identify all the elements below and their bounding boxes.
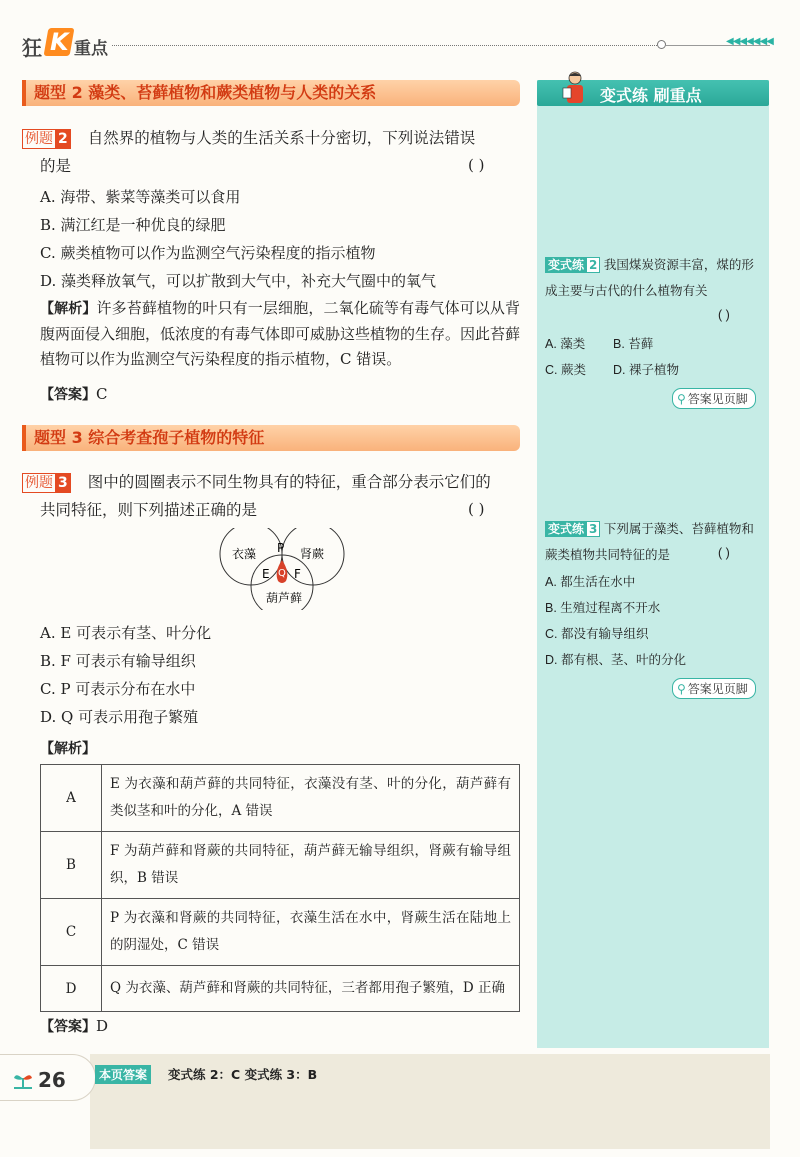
venn-p-label: P (277, 541, 285, 555)
practice-number: 3 (586, 521, 600, 537)
option-a: A. 藻类 (545, 337, 586, 351)
logo-k: K (50, 28, 69, 56)
practice-3-q-line1: 下列属于藻类、苔藓植物和 (603, 522, 754, 536)
practice-2-q-line1: 我国煤炭资源丰富，煤的形 (603, 258, 754, 272)
option-d: D. 裸子植物 (613, 363, 679, 377)
option-a: A. 海带、紫菜等藻类可以食用 (40, 188, 241, 206)
analysis-label: 【解析】 (40, 301, 97, 317)
pin-icon: ⚲ (677, 392, 686, 406)
option-b: B. 满江红是一种优良的绿肥 (40, 216, 226, 234)
header-divider (112, 45, 657, 46)
example-3-question (22, 468, 520, 496)
logo-text-1: 狂 (22, 36, 42, 60)
logo-text-2: 重点 (74, 39, 108, 59)
header-dot (657, 40, 666, 49)
brand-logo (22, 28, 112, 60)
practice-3-question (545, 516, 763, 542)
option-c: C. 蕨类植物可以作为监测空气污染程度的指示植物 (40, 244, 376, 262)
page-number: 26 (38, 1068, 66, 1092)
option-b: B. F 可表示有输导组织 (40, 652, 196, 670)
venn-q-label: Q (278, 568, 286, 579)
table-row (41, 832, 520, 899)
header-arrows-icon: ◀◀◀◀◀◀◀ (726, 36, 773, 47)
table-cell-key: A (41, 765, 102, 832)
practice-label: 变式练 (545, 521, 587, 537)
answer-paren: ( ) (718, 546, 730, 560)
practice-label: 变式练 (545, 257, 587, 273)
answer-footnote-label: 答案见页脚 (687, 392, 748, 406)
option-c: C. 都没有输导组织 (545, 627, 649, 641)
example-label: 例题 (22, 129, 56, 149)
venn-e-label: E (262, 567, 270, 581)
example-2-q-line1: 自然界的植物与人类的生活关系十分密切，下列说法错误 (87, 129, 476, 147)
section-title-2: 题型 2 藻类、苔藓植物和蕨类植物与人类的关系 (22, 80, 520, 106)
example-2-analysis (40, 296, 520, 372)
practice-number: 2 (586, 257, 600, 273)
answer-footnote-button[interactable] (672, 388, 756, 409)
example-number: 3 (55, 473, 71, 493)
example-label: 例题 (22, 473, 56, 493)
option-d: D. 藻类释放氧气，可以扩散到大气中，补充大气圈中的氧气 (40, 272, 437, 290)
table-row (41, 899, 520, 966)
table-row (41, 765, 520, 832)
table-cell-key: D (41, 966, 102, 1012)
page-answers: 变式练 2：C 变式练 3：B (168, 1067, 318, 1082)
practice-2-q-line2: 成主要与古代的什么植物有关 (545, 284, 708, 298)
venn-right-label: 肾蕨 (300, 547, 325, 561)
page-answers-label: 本页答案 (95, 1065, 151, 1084)
example-3-q-line1: 图中的圆圈表示不同生物具有的特征，重合部分表示它们的 (87, 473, 491, 491)
option-d: D. 都有根、茎、叶的分化 (545, 653, 686, 667)
example-3-answer (40, 1016, 108, 1036)
table-cell-key: C (41, 899, 102, 966)
analysis-table (40, 764, 520, 1012)
student-icon (560, 70, 590, 106)
example-2-q-line2: 的是 (40, 157, 72, 175)
venn-bottom-label: 葫芦藓 (266, 591, 303, 605)
example-number: 2 (55, 129, 71, 149)
table-row (41, 966, 520, 1012)
table-cell-value: P 为衣藻和肾蕨的共同特征，衣藻生活在水中，肾蕨生活在陆地上的阴湿处，C 错误 (102, 899, 520, 966)
table-cell-key: B (41, 832, 102, 899)
pin-icon: ⚲ (677, 682, 686, 696)
answer-label: 【答案】 (40, 1019, 96, 1035)
practice-2-question (545, 252, 763, 278)
venn-diagram (218, 528, 348, 610)
venn-f-label: F (294, 567, 301, 581)
answer-paren: ( ) (718, 308, 730, 322)
answer-value: D (96, 1017, 109, 1035)
table-cell-value: F 为葫芦藓和肾蕨的共同特征，葫芦藓无输导组织，肾蕨有输导组织，B 错误 (102, 832, 520, 899)
sprout-icon (12, 1070, 34, 1090)
example-2-question (22, 124, 520, 152)
sidebar-title: 变式练 刷重点 (600, 86, 702, 105)
answer-footnote-label: 答案见页脚 (687, 682, 748, 696)
venn-left-label: 衣藻 (232, 547, 257, 561)
practice-3-q-line2: 蕨类植物共同特征的是 (545, 548, 671, 562)
example-2-answer (40, 384, 107, 404)
answer-paren: ( ) (468, 156, 485, 174)
answer-footnote-button[interactable] (672, 678, 756, 699)
table-cell-value: Q 为衣藻、葫芦藓和肾蕨的共同特征，三者都用孢子繁殖，D 正确 (102, 966, 520, 1012)
answer-label: 【答案】 (40, 387, 96, 403)
option-c: C. P 可表示分布在水中 (40, 680, 196, 698)
option-b: B. 苔藓 (613, 337, 654, 351)
table-cell-value: E 为衣藻和葫芦藓的共同特征，衣藻没有茎、叶的分化，葫芦藓有类似茎和叶的分化，A 错误 (102, 765, 520, 832)
option-a: A. E 可表示有茎、叶分化 (40, 624, 212, 642)
analysis-label: 【解析】 (40, 741, 96, 757)
answer-paren: ( ) (468, 500, 485, 518)
example-3-q-line2: 共同特征，则下列描述正确的是 (40, 501, 258, 519)
analysis-text: 许多苔藓植物的叶只有一层细胞，二氧化硫等有毒气体可以从背腹两面侵入细胞，低浓度的有毒气体即可威胁这些植物的生存。因此苔藓植物可以作为监测空气污染程度的指示植物，C 错误。 (40, 299, 521, 368)
section-title-3: 题型 3 综合考查孢子植物的特征 (22, 425, 520, 451)
option-b: B. 生殖过程离不开水 (545, 601, 661, 615)
answer-value: C (96, 385, 108, 403)
option-a: A. 都生活在水中 (545, 575, 636, 589)
option-d: D. Q 可表示用孢子繁殖 (40, 708, 199, 726)
option-c: C. 蕨类 (545, 363, 586, 377)
